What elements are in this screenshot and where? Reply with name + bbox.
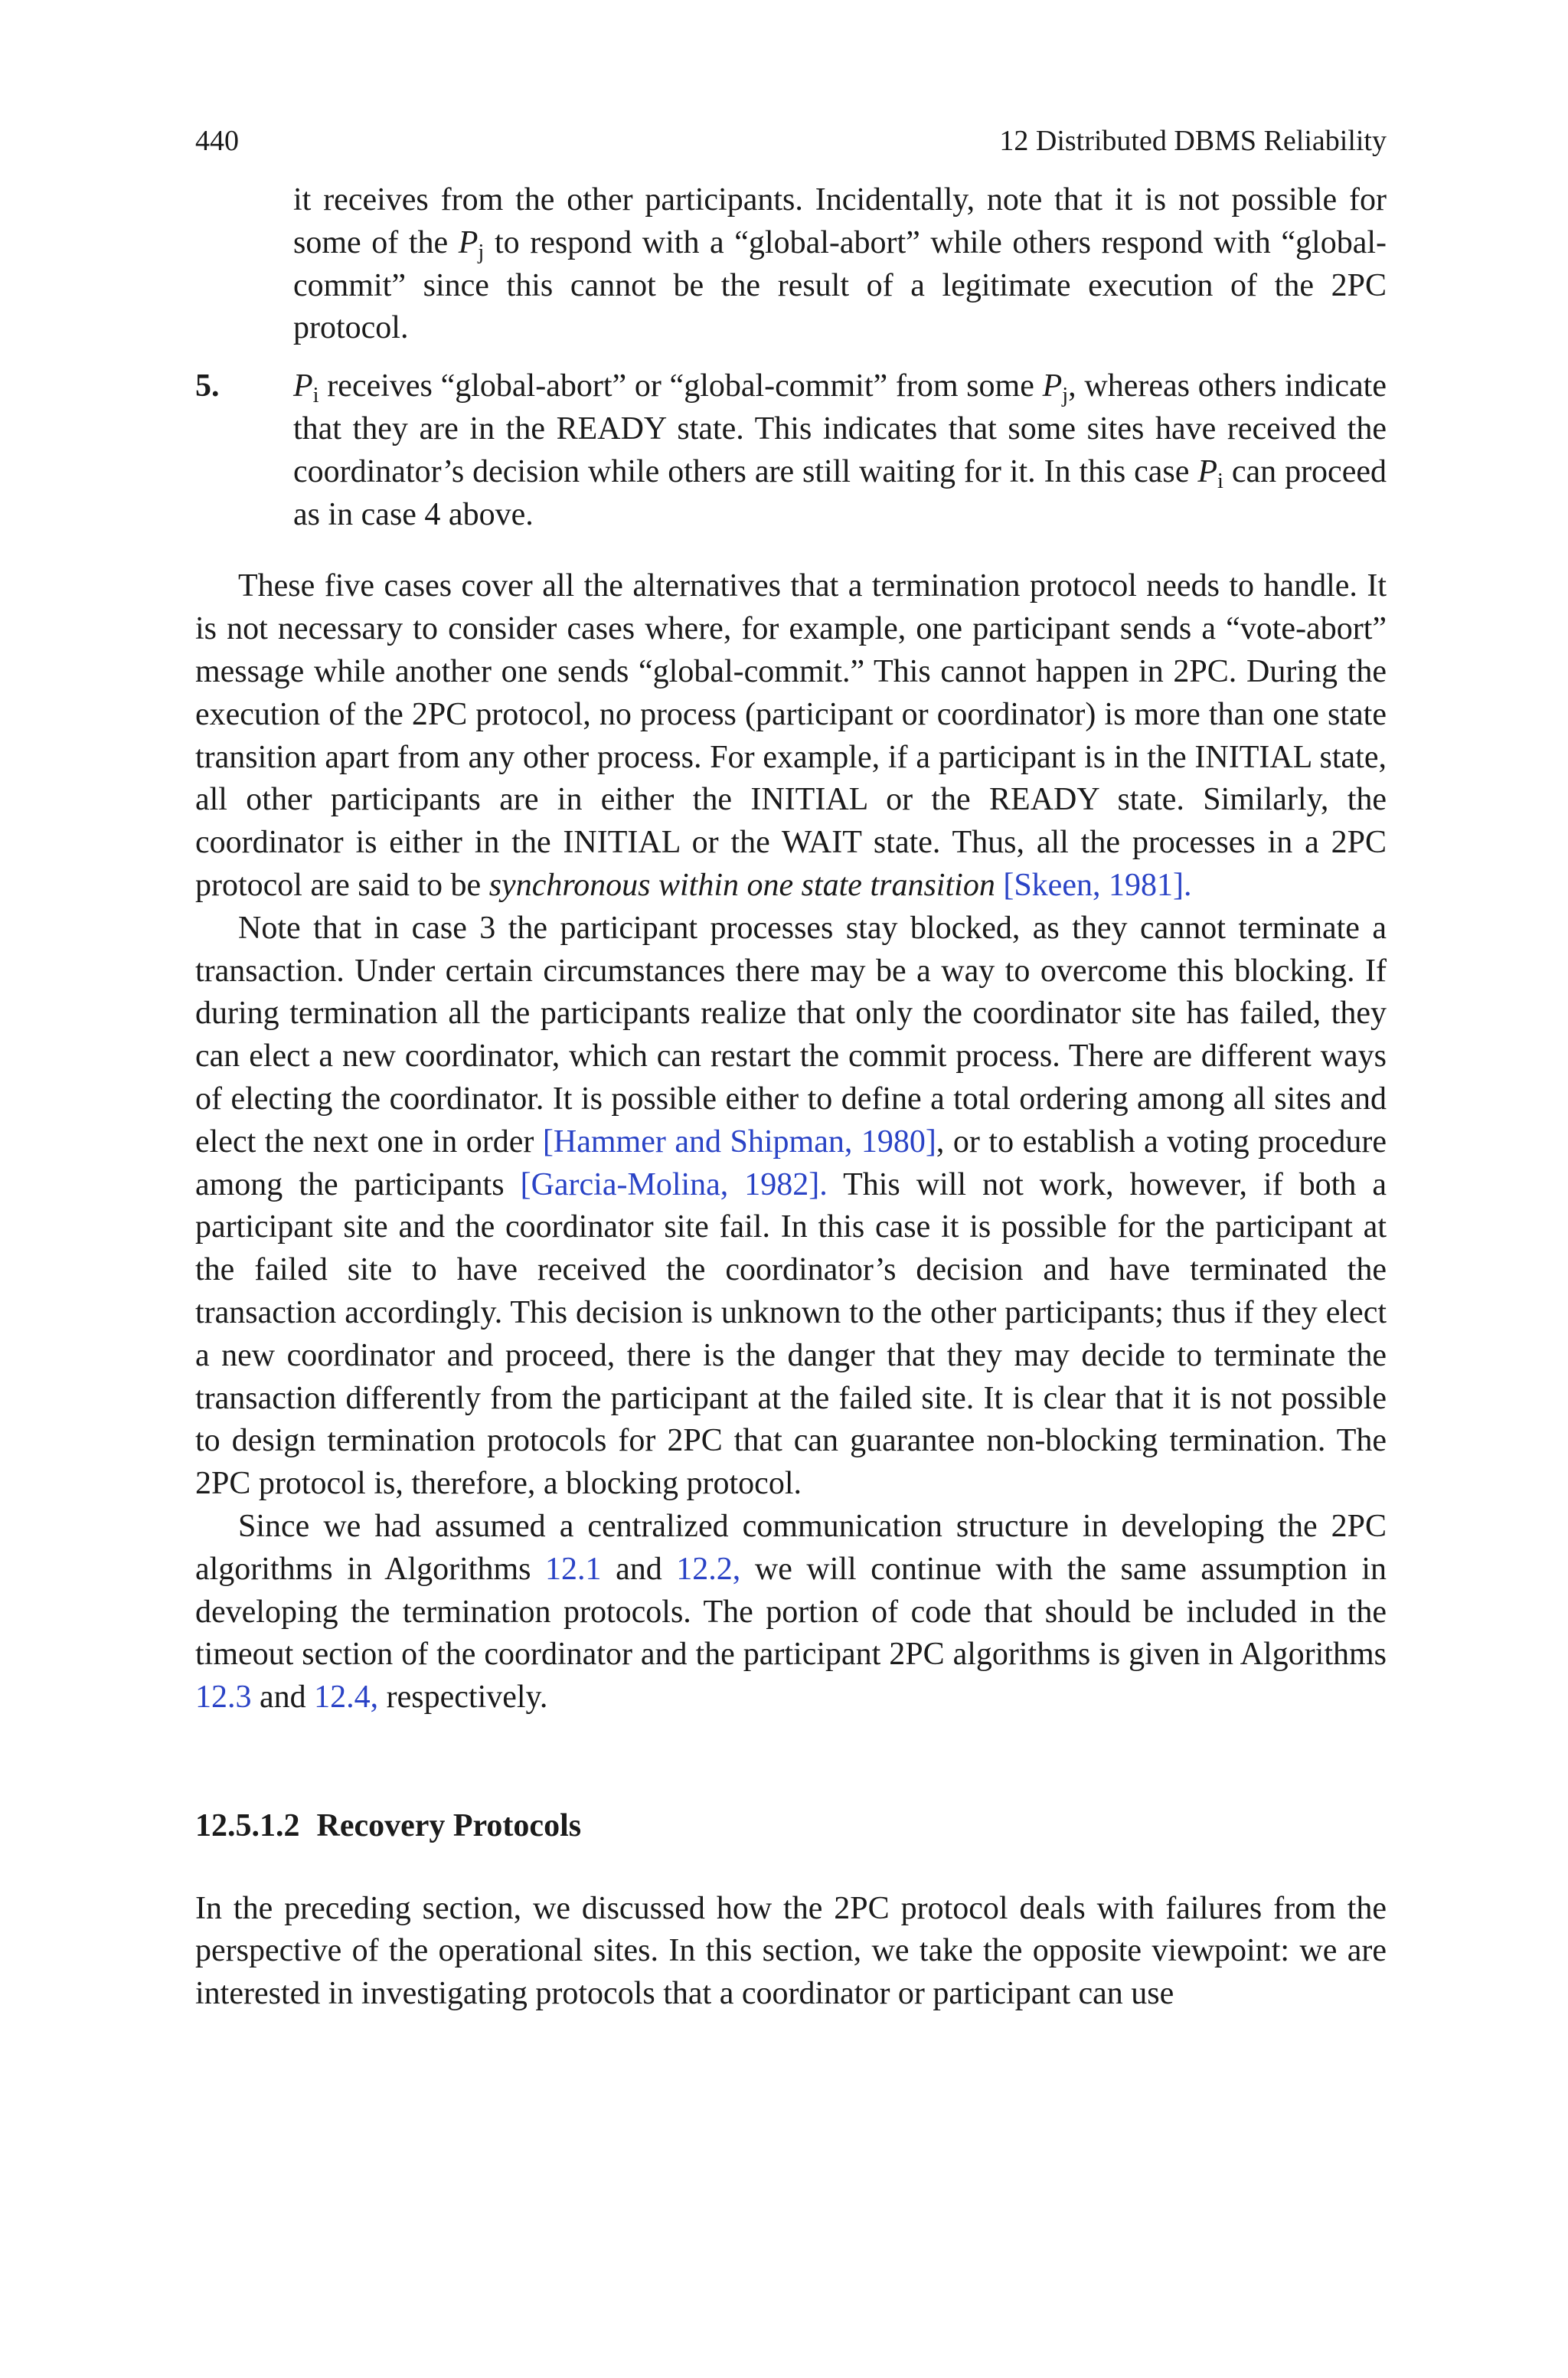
citation-skeen-1981[interactable]: [Skeen, 1981].: [1003, 867, 1192, 903]
running-head: [195, 123, 1387, 159]
section-number: 12.5.1.2: [195, 1807, 300, 1843]
algorithm-link-12-1[interactable]: 12.1: [545, 1551, 602, 1587]
paragraph-blocking: Note that in case 3 the participant processes stay blocked, as they cannot terminate a transaction. Under certain circumstances there may be a way to overcome this blocking. If during termination all the participants realize that only the coordinator site has failed, they can elect a new coordinator, which can restart the commit process. There are different ways of electing the coordinator. It is possible either to define a total ordering among all sites and elect the next one in order [Hammer and Shipman, 1980], or to establish a voting procedure among the participants [Garcia-Molina, 1982]. This will not work, however, if both a participant site and the coordinator site fail. In this case it is possible for the participant at the failed site to have received the coordinator’s decision and have terminated the transaction accordingly. This decision is unknown to the other participants; thus if they elect a new coordinator and proceed, there is the danger that they may decide to terminate the transaction differently from the participant at the failed site. It is clear that it is not possible to design termination protocols for 2PC that can guarantee non-blocking termination. The 2PC protocol is, therefore, a blocking protocol.: [195, 910, 1387, 1502]
variable-p: P: [458, 224, 479, 260]
list-item-body: $P_i$ receives “global-abort” or “global-commit” from some $P_j$, whereas others indicate that they are in the READY state. This indicates that some sites have received the coordinator’s decision while others are still waiting for it. In this case $P_i$ can proceed as in case 4 above.: [293, 368, 1387, 532]
chapter-title: 12 Distributed DBMS Reliability: [999, 125, 1387, 157]
section-heading: [195, 1805, 1387, 1848]
list-item-5: [195, 365, 1387, 536]
algorithm-link-12-2[interactable]: 12.2,: [676, 1551, 741, 1587]
body-text: [195, 179, 1387, 2016]
list-item-4-continuation: it receives from the other participants. Incidentally, note that it is not possible for some of the $P_j$ to respond with a “global-abort” while others respond with “global-commit” since this cannot be the result of a legitimate execution of the 2PC protocol.: [293, 182, 1387, 346]
citation-garcia-molina-1982[interactable]: [Garcia-Molina, 1982].: [520, 1166, 828, 1202]
page: [195, 123, 1387, 2016]
section-title: Recovery Protocols: [316, 1807, 582, 1843]
list-number: 5.: [195, 368, 220, 404]
subscript-j: j: [478, 240, 485, 264]
algorithm-link-12-3[interactable]: 12.3: [195, 1680, 252, 1716]
page-number: 440: [195, 125, 239, 157]
algorithm-link-12-4[interactable]: 12.4,: [314, 1680, 379, 1716]
paragraph-centralized: Since we had assumed a centralized communication structure in developing the 2PC algorithms in Algorithms 12.1 and 12.2, we will continue with the same assumption in developing the termination protocols. The portion of code that should be included in the timeout section of the coordinator and the participant 2PC algorithms is given in Algorithms 12.3 and 12.4, respectively.: [195, 1508, 1387, 1716]
emphasis: synchronous within one state transition: [488, 867, 995, 903]
paragraph-recovery: In the preceding section, we discussed how the 2PC protocol deals with failures from the perspective of the operational sites. In this section, we take the opposite viewpoint: we are interested in investigating protocols that a coordinator or participant can use: [195, 1890, 1387, 2012]
paragraph-five-cases: These five cases cover all the alternatives that a termination protocol needs to handle. It is not necessary to consider cases where, for example, one participant sends a “vote-abort” message while another one sends “global-commit.” This cannot happen in 2PC. During the execution of the 2PC protocol, no process (participant or coordinator) is more than one state transition apart from any other process. For example, if a participant is in the INITIAL state, all other participants are in either the INITIAL or the READY state. Similarly, the coordinator is either in the INITIAL or the WAIT state. Thus, all the processes in a 2PC protocol are said to be synchronous within one state transition [Skeen, 1981].: [195, 568, 1387, 903]
citation-hammer-shipman-1980[interactable]: [Hammer and Shipman, 1980]: [542, 1124, 936, 1160]
